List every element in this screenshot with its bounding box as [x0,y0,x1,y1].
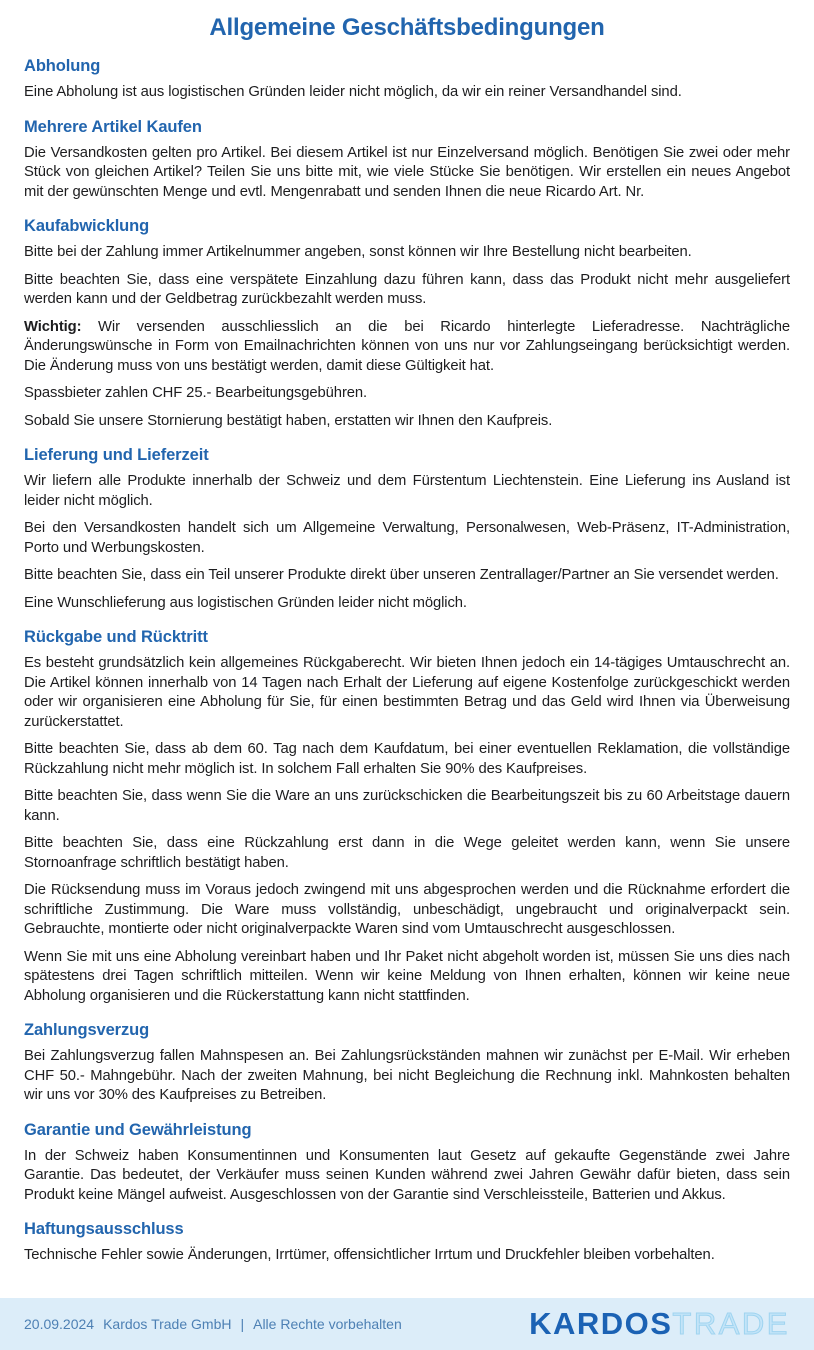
paragraph: Wenn Sie mit uns eine Abholung vereinbart haben und Ihr Paket nicht abgeholt worden ist, müssen Sie uns dies nach spätestens drei Tagen schriftlich mitteilen. Wenn wir keine Meldung von Ihnen erhalten, können wir keine neue Abholung organisieren und die Rückerstattung kann nicht stattfinden. [24,948,790,1004]
paragraph: Bitte beachten Sie, dass wenn Sie die Ware an uns zurückschicken die Bearbeitungszeit bis zu 60 Arbeitstage dauern kann. [24,788,790,824]
important-label: Wichtig: [24,318,82,335]
paragraph: Die Rücksendung muss im Voraus jedoch zwingend mit uns abgesprochen werden und die Rücknahme erfordert die schriftliche Zustimmung. Die Ware muss vollständig, unbeschädigt, ungebraucht und originalverpackt sein. Gebrauchte, montierte oder nicht originalverpackte Waren sind vom Umtauschrecht ausgeschlossen. [24,882,790,937]
paragraph: Bei Zahlungsverzug fallen Mahnspesen an. Bei Zahlungsrückständen mahnen wir zunächst per E-Mail. Wir erheben CHF 50.- Mahngebühr. Nach der zweiten Mahnung, bei nicht Begleichung die Rechnung inkl. Mahnkosten behalten wir uns vor 30% des Kaufpreises zu Betreiben. [24,1048,790,1103]
paragraph: Eine Wunschlieferung aus logistischen Gründen leider nicht möglich. [24,594,467,611]
footer [0,1298,814,1350]
important-text: Wir versenden ausschliesslich an die bei Ricardo hinterlegte Lieferadresse. Nachträgliche Änderungswünsche in Form von Emailnachrichten können von uns nur vor Zahlungseingang berücksichtigt werden. Die Änderung muss von uns bestätigt werden, damit diese Gültigkeit hat. [24,318,790,374]
footer-company: Kardos Trade GmbH [103,1316,232,1332]
footer-separator: | [240,1316,245,1332]
paragraph: Es besteht grundsätzlich kein allgemeines Rückgaberecht. Wir bieten Ihnen jedoch ein 14-tägiges Umtauschrecht an. Die Artikel können innerhalb von 14 Tagen nach Erhalt der Lieferung auf eigene Kostenfolge zurückgeschickt werden oder wir organisieren eine Abholung für Sie, für einen bestimmten Betrag und das Geld wird Ihnen via Überweisung zurückerstattet. [24,655,790,730]
paragraph: Bitte beachten Sie, dass ab dem 60. Tag nach dem Kaufdatum, bei einer eventuellen Reklamation, die vollständige Rückzahlung nicht mehr möglich ist. In solchem Fall erhalten Sie 90% des Kaufpreises. [24,741,790,777]
section-heading-mehrere-artikel: Mehrere Artikel Kaufen [24,117,202,136]
paragraph: Die Versandkosten gelten pro Artikel. Bei diesem Artikel ist nur Einzelversand möglich. Benötigen Sie zwei oder mehr Stück von gleichen Artikel? Teilen Sie uns bitte mit, wie viele Stücke Sie benötigen. Wir erstellen ein neues Angebot mit der gewünschten Menge und evtl. Mengenrabatt und senden Ihnen die neue Ricardo Art. Nr. [24,144,790,200]
footer-date: 20.09.2024 [24,1316,95,1332]
footer-rights: Alle Rechte vorbehalten [253,1316,402,1332]
section-heading-garantie: Garantie und Gewährleistung [24,1120,252,1139]
paragraph: Sobald Sie unsere Stornierung bestätigt haben, erstatten wir Ihnen den Kaufpreis. [24,412,553,429]
section-heading-kaufabwicklung: Kaufabwicklung [24,217,150,235]
paragraph: Bitte beachten Sie, dass ein Teil unserer Produkte direkt über unseren Zentrallager/Partner an Sie versendet werden. [24,567,779,583]
section-heading-abholung: Abholung [24,57,101,75]
paragraph: Eine Abholung ist aus logistischen Gründen leider nicht möglich, da wir ein reiner Versandhandel sind. [24,84,682,100]
section-heading-zahlungsverzug: Zahlungsverzug [24,1021,150,1039]
section-heading-lieferung: Lieferung und Lieferzeit [24,446,209,464]
paragraph: Bitte beachten Sie, dass eine Rückzahlung erst dann in die Wege geleitet werden kann, wenn Sie unsere Stornoanfrage schriftlich bestätigt haben. [24,835,790,871]
footer-meta [24,1316,402,1332]
paragraph: In der Schweiz haben Konsumentinnen und Konsumenten laut Gesetz auf gekaufte Gegenstände zwei Jahre Garantie. Das bedeutet, der Verkäufer muss seinen Kunden während zwei Jahren Gewähr dafür bieten, dass sein Produkt keine Mängel aufweist. Ausgeschlossen von der Garantie sind Verschleissteile, Batterien und Akkus. [24,1147,790,1203]
page-title: Allgemeine Geschäftsbedingungen [209,14,605,41]
paragraph: Spassbieter zahlen CHF 25.- Bearbeitungsgebühren. [24,385,368,401]
logo-text-trade: TRADE [672,1306,790,1341]
logo-text-kardos: KARDOS [529,1306,673,1341]
section-heading-haftungsausschluss: Haftungsausschluss [24,1220,184,1238]
paragraph: Bitte beachten Sie, dass eine verspätete Einzahlung dazu führen kann, dass das Produkt nicht mehr ausgeliefert werden kann und der Geldbetrag zurückbezahlt werden muss. [24,271,790,307]
paragraph: Wir liefern alle Produkte innerhalb der Schweiz und dem Fürstentum Liechtenstein. Eine Lieferung ins Ausland ist leider nicht möglich. [24,473,790,509]
paragraph: Bei den Versandkosten handelt sich um Allgemeine Verwaltung, Personalwesen, Web-Präsenz, IT-Administration, Porto und Werbungskosten. [24,520,790,556]
section-heading-rueckgabe: Rückgabe und Rücktritt [24,628,208,646]
paragraph: Bitte bei der Zahlung immer Artikelnummer angeben, sonst können wir Ihre Bestellung nicht bearbeiten. [24,244,692,260]
paragraph [24,318,790,377]
kardos-trade-logo [529,1306,790,1342]
paragraph: Technische Fehler sowie Änderungen, Irrtümer, offensichtlicher Irrtum und Druckfehler bleiben vorbehalten. [24,1247,715,1263]
